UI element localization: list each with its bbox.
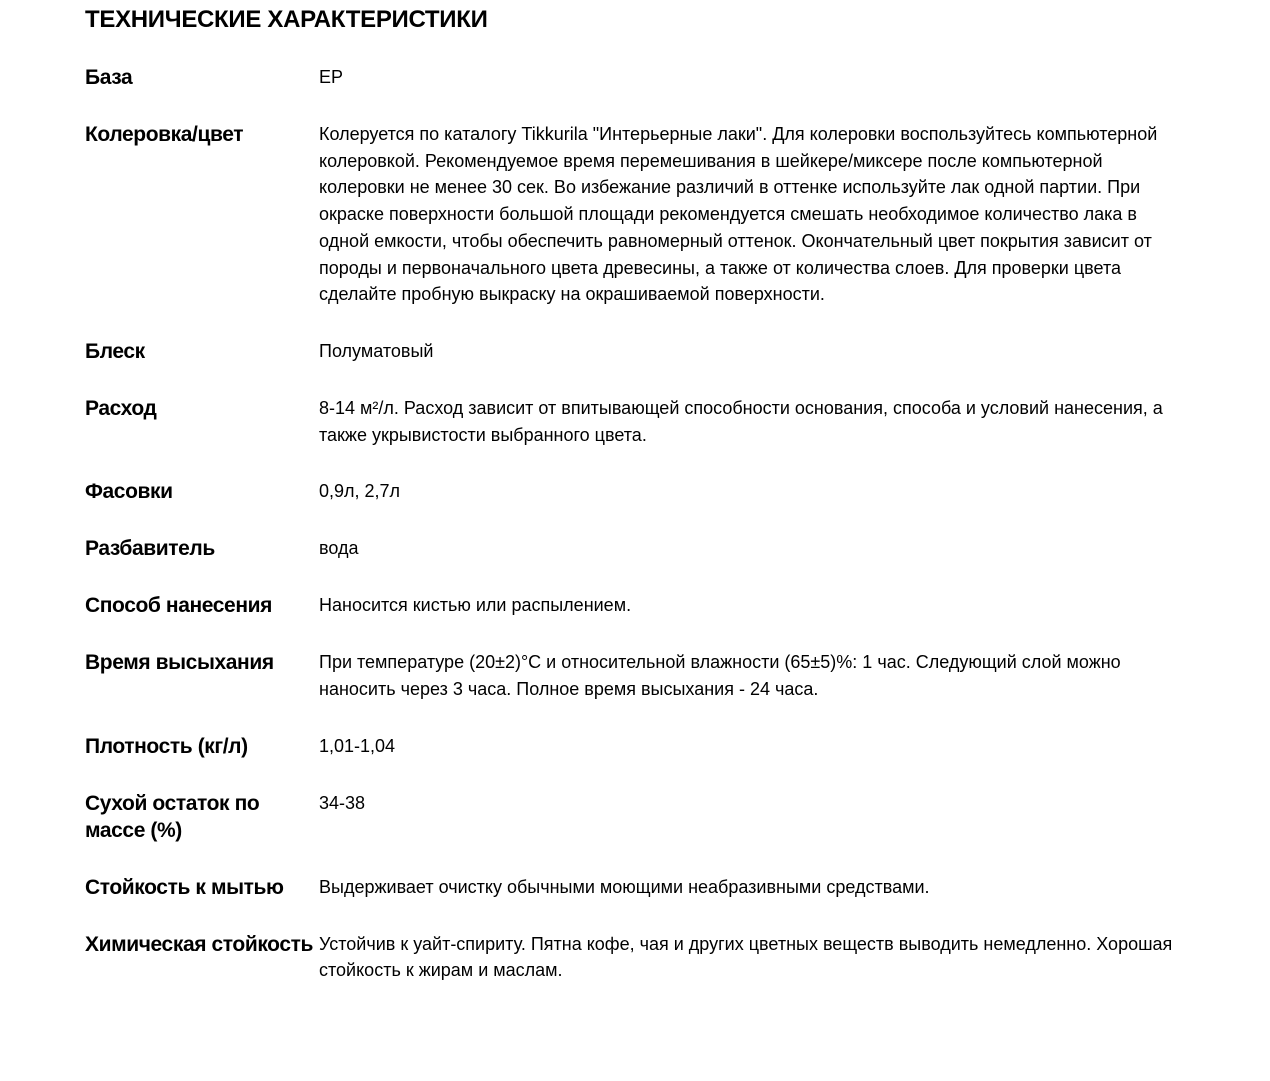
spec-value: Выдерживает очистку обычными моющими неабразивными средствами. [319, 876, 930, 897]
spec-label: Химическая стойкость [85, 932, 313, 956]
spec-row-density [85, 733, 1185, 760]
spec-row-gloss [85, 338, 1185, 365]
spec-row-base [85, 64, 1185, 91]
spec-value: EP [319, 67, 344, 87]
spec-label: Колеровка/цвет [85, 123, 244, 146]
spec-label: Стойкость к мытью [85, 875, 284, 899]
spec-label: Фасовки [85, 480, 173, 504]
spec-row-chemical-resistance [85, 931, 1185, 984]
spec-value: 8-14 м²/л. Расход зависит от впитывающей способности основания, способа и условий нанесения, а также укрывистости выбранного цвета. [319, 397, 1163, 445]
spec-row-consumption [85, 395, 1185, 448]
spec-row-packaging [85, 478, 1185, 505]
section-title: ТЕХНИЧЕСКИЕ ХАРАКТЕРИСТИКИ [85, 6, 488, 33]
spec-value: вода [319, 538, 359, 559]
spec-table [85, 64, 1185, 1014]
spec-value: 1,01-1,04 [319, 735, 396, 756]
spec-label: Расход [85, 396, 157, 420]
spec-value: 0,9л, 2,7л [319, 481, 401, 502]
spec-label: Способ нанесения [85, 594, 272, 618]
spec-row-drying-time [85, 649, 1185, 702]
spec-label: Плотность (кг/л) [85, 734, 248, 758]
spec-label: База [85, 66, 133, 89]
spec-label: Время высыхания [85, 651, 274, 675]
spec-row-solids [85, 790, 1185, 844]
spec-value: Наносится кистью или распылением. [319, 595, 632, 616]
spec-value: Колеруется по каталогу Tikkurila "Интерьерные лаки". Для колеровки воспользуйтесь компьютерной колеровкой. Рекомендуемое время перемешивания в шейкере/миксере после компьютерной колеровки не менее 30 сек. Во избежание различий в оттенке используйте лак одной партии. При окраске поверхности большой площади рекомендуется смешать необходимое количество лака в одной емкости, чтобы обеспечить равномерный оттенок. Окончательный цвет покрытия зависит от породы и первоначального цвета древесины, а также от количества слоев. Для проверки цвета сделайте пробную выкраску на окрашиваемой поверхности. [319, 124, 1158, 305]
spec-row-tinting [85, 121, 1185, 308]
spec-row-wash-resistance [85, 874, 1185, 901]
spec-label: Сухой остаток по массе (%) [85, 791, 260, 842]
spec-value: При температуре (20±2)°С и относительной влажности (65±5)%: 1 час. Следующий слой можно наносить через 3 часа. Полное время высыхания - 24 часа. [319, 652, 1121, 700]
spec-value: Устойчив к уайт-спириту. Пятна кофе, чая и других цветных веществ выводить немедленно. Хорошая стойкость к жирам и маслам. [319, 933, 1173, 981]
spec-value: Полуматовый [319, 340, 434, 361]
spec-label: Разбавитель [85, 537, 215, 561]
spec-value: 34-38 [319, 792, 366, 813]
spec-row-application [85, 592, 1185, 619]
spec-label: Блеск [85, 339, 145, 363]
spec-row-thinner [85, 535, 1185, 562]
